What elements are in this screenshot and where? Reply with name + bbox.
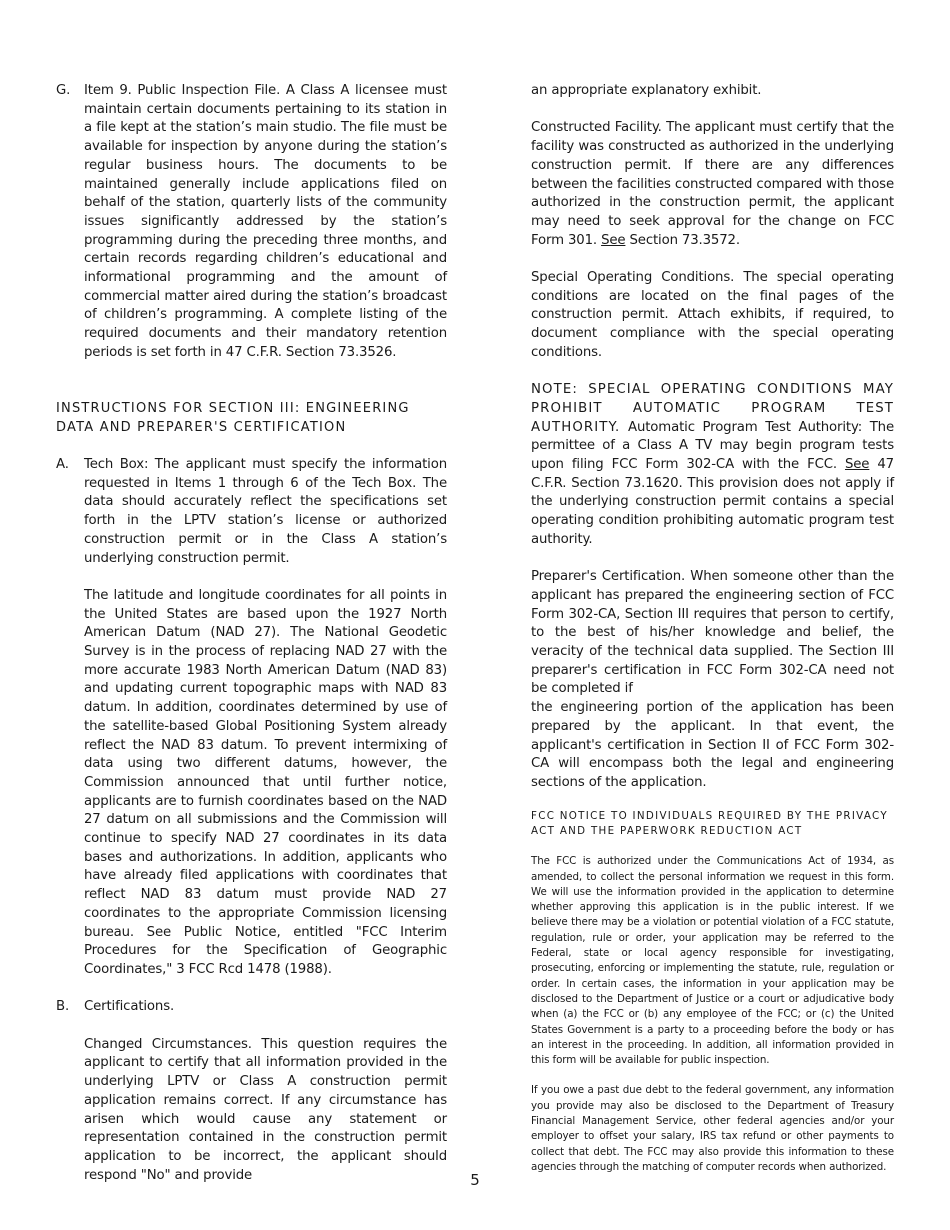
changed-circumstances-paragraph: Changed Circumstances. This question requires the applicant to certify that all information provided in the underlying LPTV or Class A construction permit application remains correct. If any circumstance has arisen which would cause any statement or representation contained in the construction permit application to be incorrect, the applicant should respond "No" and provide — [84, 1036, 447, 1183]
note-text-end: 47 C.F.R. Section 73.1620. This provision does not apply if the underlying construction permit contains a special operating condition prohibiting automatic program test authority. — [531, 457, 894, 547]
item-b-marker: B. — [56, 999, 70, 1015]
item-a-marker: A. — [56, 457, 69, 473]
section-iii-heading: INSTRUCTIONS FOR SECTION III: ENGINEERING DATA AND PREPARER'S CERTIFICATION — [56, 400, 410, 435]
note-caps: NOTE: SPECIAL OPERATING CONDITIONS MAY PROHIBIT AUTOMATIC PROGRAM TEST AUTHORITY. — [531, 382, 894, 435]
item-g-text: Item 9. Public Inspection File. A Class A licensee must maintain certain documents pertaining to its station in a file kept at the station’s main studio. The file must be available for inspection by anyone during the station’s regular business hours. The documents to be maintained generally include applications filed on behalf of the station, quarterly lists of the community issues significantly addressed by the station’s programming during the preceding three months, and certain records regarding children’s educational and informational programming and the amount of commercial matter aired during the station’s broadcast of children’s programming. A complete listing of the required documents and their mandatory retention periods is set forth in 47 C.F.R. Section 73.3526. — [84, 83, 447, 360]
item-g-public-inspection-file — [56, 82, 447, 363]
note-paragraph — [531, 381, 894, 549]
item-b-title: Certifications. — [84, 999, 175, 1015]
preparers-certification-part1: Preparer's Certification. When someone other than the applicant has prepared the engineering section of FCC Form 302-CA, Section III requires that person to certify, to the best of his/her knowledge and belief, the veracity of the technical data supplied. The Section III preparer's certification in FCC Form 302-CA need not be completed if — [531, 569, 894, 697]
privacy-act-paragraph-1: The FCC is authorized under the Communications Act of 1934, as amended, to collect the personal information we request in this form. We will use the information provided in the application to determine whether approving this application is in the public interest. If we believe there may be a violation or potential violation of a FCC statute, regulation, rule or order, your application may be referred to the Federal, state or local agency responsible for investigating, prosecuting, enforcing or implementing the statute, rule, regulation or order. In certain cases, the information in your application may be disclosed to the Department of Justice or a court or adjudicative body when (a) the FCC or (b) any employee of the FCC; or (c) the United States Government is a party to a proceeding before the body or has an interest in the proceeding. In addition, all information provided in this form will be available for public inspection. — [531, 855, 894, 1067]
item-b-certifications — [56, 998, 447, 1185]
constructed-facility-paragraph — [531, 119, 894, 250]
preparers-certification-part2: the engineering portion of the application has been prepared by the applicant. In that event, the applicant's certification in Section II of FCC Form 302-CA will encompass both the legal and engineering sections of the application. — [531, 700, 894, 790]
continuation-text: an appropriate explanatory exhibit. — [531, 83, 762, 98]
item-g-marker: G. — [56, 83, 71, 98]
privacy-act-paragraph-2: If you owe a past due debt to the federal government, any information you provide may also be disclosed to the Department of Treasury Financial Management Service, other federal agencies and/or your employer to offset your salary, IRS tax refund or other payments to collect that debt. The FCC may also provide this information to these agencies through the matching of computer records when authorized. — [531, 1084, 894, 1173]
item-a-text: Tech Box: The applicant must specify the information requested in Items 1 through 6 of the Tech Box. The data should accurately reflect the specifications set forth in the LPTV station’s license or authorized construction permit or in the Class A station’s underlying construction permit. — [84, 457, 447, 566]
left-column — [56, 82, 447, 1185]
constructed-facility-see: See — [601, 232, 626, 248]
special-operating-conditions-paragraph: Special Operating Conditions. The special operating conditions are located on the final pages of the construction permit. Attach exhibits, if required, to document compliance with the special operating conditions. — [531, 270, 894, 360]
constructed-facility-citation: Section 73.3572. — [625, 232, 740, 248]
item-a-tech-box — [56, 456, 447, 980]
page-number: 5 — [470, 1171, 480, 1189]
constructed-facility-text: Constructed Facility. The applicant must certify that the facility was constructed as authorized in the underlying construction permit. If there are any differences between the facilities constructed compared with those authorized in the construction permit, the applicant may need to seek approval for the change on FCC Form 301. — [531, 120, 894, 248]
note-see: See — [844, 457, 870, 473]
privacy-act-heading: FCC NOTICE TO INDIVIDUALS REQUIRED BY THE PRIVACY ACT AND THE PAPERWORK REDUCTION ACT — [531, 809, 888, 837]
note-text: Automatic Program Test Authority: The permittee of a Class A TV may begin program tests upon filing FCC Form 302-CA with the FCC. — [531, 419, 894, 473]
right-column — [531, 82, 894, 1175]
coordinates-paragraph: The latitude and longitude coordinates for all points in the United States are based upon the 1927 North American Datum (NAD 27). The National Geodetic Survey is in the process of replacing NAD 27 with the more accurate 1983 North American Datum (NAD 83) and updating current topographic maps with NAD 83 datum. In addition, coordinates determined by use of the satellite-based Global Positioning System already reflect the NAD 83 datum. To prevent intermixing of data using two different datums, however, the Commission announced that until further notice, applicants are to furnish coordinates based on the NAD 27 datum on all submissions and the Commission will continue to specify NAD 27 coordinates in its data bases and authorizations. In addition, applicants who have already filed applications with coordinates that reflect NAD 83 datum must provide NAD 27 coordinates to the appropriate Commission licensing bureau. See Public Notice, entitled "FCC Interim Procedures for the Specification of Geographic Coordinates," 3 FCC Rcd 1478 (1988). — [84, 587, 447, 977]
